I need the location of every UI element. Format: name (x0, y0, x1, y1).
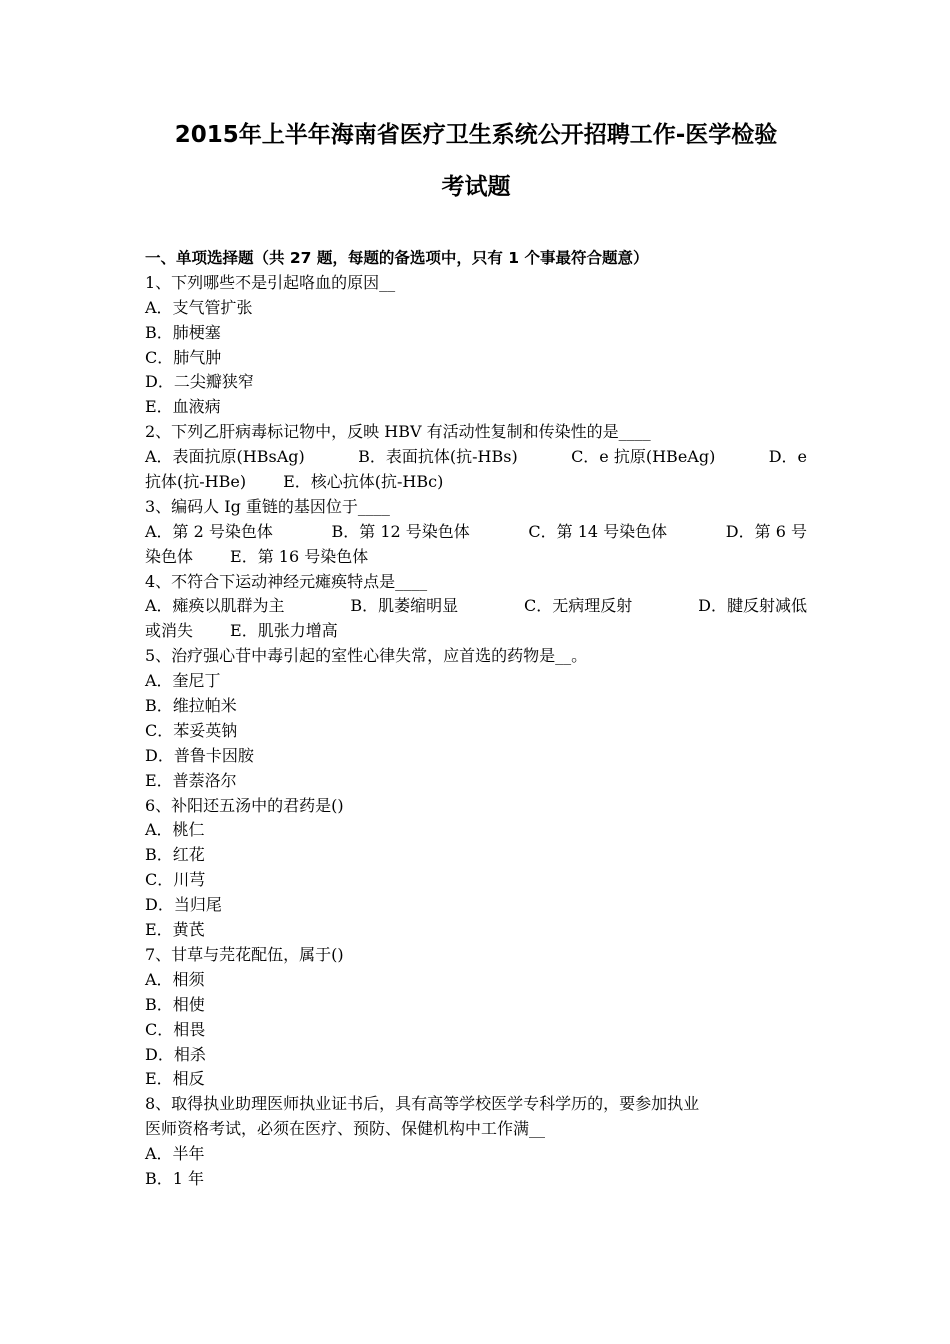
question-1-option-a: A．支气管扩张 (145, 297, 253, 317)
question-2-option-b: B．表面抗体(抗-HBs) (358, 447, 518, 467)
question-5-option-d: D．普鲁卡因胺 (145, 745, 254, 765)
question-3-option-c: C．第 14 号染色体 (528, 521, 668, 541)
question-5-option-e: E．普萘洛尔 (145, 770, 237, 790)
section-heading: 一、单项选择题（共 27 题，每题的备选项中，只有 1 个事最符合题意） (145, 249, 649, 267)
question-2-options-row-1 (145, 445, 807, 470)
question-6-option-a: A．桃仁 (145, 820, 205, 840)
question-8-stem-line-1: 8、取得执业助理医师执业证书后，具有高等学校医学专科学历的，要参加执业 (145, 1094, 700, 1114)
question-4-option-d-start: D．腱反射减低 (698, 596, 807, 616)
question-8-stem-line-2: 医师资格考试，必须在医疗、预防、保健机构中工作满__ (145, 1119, 546, 1139)
question-1-option-b: B．肺梗塞 (145, 322, 221, 342)
question-4-option-a: A．瘫痪以肌群为主 (145, 596, 285, 616)
question-6-option-e: E．黄芪 (145, 920, 205, 940)
question-7-option-a: A．相须 (145, 969, 205, 989)
question-3-option-d-start: D．第 6 号 (725, 521, 807, 541)
document-title-line-1: 2015年上半年海南省医疗卫生系统公开招聘工作-医学检验 (174, 122, 778, 148)
question-1-option-e: E．血液病 (145, 397, 221, 417)
question-8-option-a: A．半年 (145, 1144, 205, 1164)
question-1-option-c: C．肺气肿 (145, 347, 222, 367)
question-1-option-d: D．二尖瓣狭窄 (145, 372, 254, 392)
question-7-option-d: D．相杀 (145, 1044, 206, 1064)
question-7-stem: 7、甘草与芫花配伍，属于() (145, 944, 344, 964)
question-5-option-b: B．维拉帕米 (145, 696, 237, 716)
question-4-option-e: E．肌张力增高 (230, 621, 338, 641)
question-3-option-a: A．第 2 号染色体 (145, 521, 273, 541)
document-title-line-2: 考试题 (441, 174, 511, 200)
question-1-stem: 1、下列哪些不是引起咯血的原因__ (145, 272, 396, 292)
question-3-options-row-2 (145, 545, 807, 570)
question-5-option-a: A．奎尼丁 (145, 671, 221, 691)
question-8-option-b: B．1 年 (145, 1168, 205, 1188)
question-2-option-d-start: D．e (768, 447, 807, 467)
question-3-option-b: B．第 12 号染色体 (331, 521, 470, 541)
question-2-option-a: A．表面抗原(HBsAg) (145, 447, 305, 467)
question-7-option-e: E．相反 (145, 1069, 205, 1089)
question-5-stem: 5、治疗强心苷中毒引起的室性心律失常，应首选的药物是__。 (145, 646, 588, 666)
question-7-option-c: C．相畏 (145, 1019, 206, 1039)
question-3-options-row-1 (145, 520, 807, 545)
question-4-option-c: C．无病理反射 (524, 596, 633, 616)
question-2-option-c: C．e 抗原(HBeAg) (571, 447, 716, 467)
question-6-stem: 6、补阳还五汤中的君药是() (145, 795, 344, 815)
question-7-option-b: B．相使 (145, 994, 205, 1014)
question-4-options-row-2 (145, 619, 807, 644)
question-2-options-row-2 (145, 470, 807, 495)
question-6-option-d: D．当归尾 (145, 895, 222, 915)
question-4-option-d-end: 或消失 (145, 621, 194, 641)
question-6-option-c: C．川芎 (145, 870, 206, 890)
question-2-option-e: E．核心抗体(抗-HBc) (283, 472, 444, 492)
question-3-stem: 3、编码人 Ig 重链的基因位于____ (145, 496, 390, 516)
question-2-stem: 2、下列乙肝病毒标记物中，反映 HBV 有活动性复制和传染性的是____ (145, 422, 651, 442)
question-5-option-c: C．苯妥英钠 (145, 720, 238, 740)
question-4-options-row-1 (145, 594, 807, 619)
question-2-option-d-end: 抗体(抗-HBe) (145, 472, 247, 492)
question-3-option-e: E．第 16 号染色体 (230, 546, 369, 566)
question-6-option-b: B．红花 (145, 845, 205, 865)
question-4-stem: 4、不符合下运动神经元瘫痪特点是____ (145, 571, 428, 591)
question-3-option-d-end: 染色体 (145, 546, 194, 566)
document-body (145, 246, 807, 1192)
question-4-option-b: B．肌萎缩明显 (350, 596, 459, 616)
